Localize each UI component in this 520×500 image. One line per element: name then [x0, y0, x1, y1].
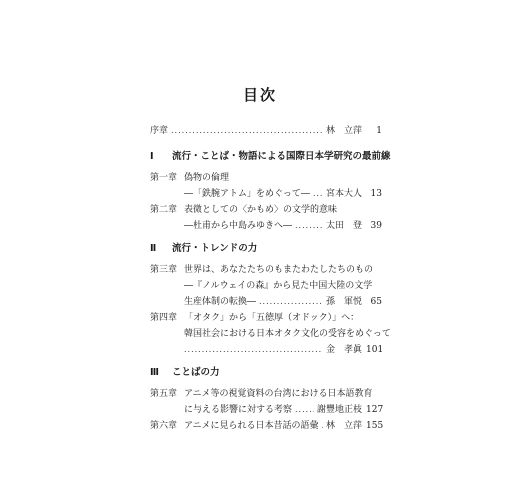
chapter-subtitle-cont: 生産体制の転換― — [184, 297, 257, 307]
part-number: Ⅱ — [150, 243, 157, 254]
toc-entry-ch2-sub[interactable] — [184, 220, 382, 232]
toc-entry-ch4-title[interactable] — [150, 312, 359, 324]
toc-entry-ch6[interactable] — [150, 420, 382, 432]
author: 林 立萍 — [325, 126, 362, 136]
chapter-subtitle: ―杜甫から中島みゆきへ― — [184, 221, 293, 231]
toc-entry-preface[interactable] — [150, 125, 382, 137]
chapter-title: 表微としての〈かもめ〉の文学的意味 — [184, 205, 338, 215]
toc-entry-ch2-title[interactable] — [150, 204, 337, 216]
page-number: 13 — [370, 189, 382, 199]
leader-dots — [313, 188, 323, 200]
part-heading-3 — [150, 367, 390, 379]
toc-entry-ch1-sub[interactable] — [184, 188, 382, 200]
leader-dots — [322, 420, 323, 432]
chapter-label: 第二章 — [150, 205, 178, 215]
chapter-label: 第四章 — [150, 313, 178, 323]
part-title: 流行・ことば・物語による国際日本学研究の最前線 — [172, 151, 391, 162]
chapter-title: 「オタク」から「五徳厚（オドック）」へ： — [184, 313, 360, 323]
toc-entry-ch3-line2 — [184, 280, 372, 292]
toc-entry-ch3-line3[interactable] — [184, 296, 382, 308]
page-title: 目次 — [242, 86, 277, 104]
leader-dots — [295, 404, 314, 416]
page-number: 1 — [376, 126, 382, 136]
chapter-label: 第六章 — [150, 421, 178, 431]
leader-dots — [259, 296, 323, 308]
toc-entry-ch3-title[interactable] — [150, 264, 373, 276]
chapter-subtitle: に与える影響に対する考察 — [184, 405, 293, 415]
page-number: 65 — [370, 297, 382, 307]
chapter-title: アニメに見られる日本昔話の語彙 — [184, 421, 319, 431]
chapter-subtitle: 韓国社会における日本オタク文化の受容をめぐって — [184, 329, 391, 339]
chapter-label: 第三章 — [150, 265, 178, 275]
chapter-title: 偽物の倫理 — [184, 173, 230, 183]
part-heading-1 — [150, 151, 390, 163]
part-heading-2 — [150, 243, 390, 255]
author: 林 立萍 — [325, 421, 362, 431]
page-number: 39 — [370, 221, 382, 231]
toc-entry-ch4-leader[interactable] — [184, 344, 382, 356]
toc-entry-ch1-title[interactable] — [150, 172, 229, 184]
part-title: 流行・トレンドの力 — [172, 243, 258, 254]
leader-dots — [184, 344, 323, 356]
chapter-label: 第一章 — [150, 173, 178, 183]
toc-entry-ch4-line2 — [184, 328, 391, 340]
leader-dots — [171, 125, 323, 137]
page-number: 127 — [366, 405, 384, 415]
author: 宮本大人 — [325, 189, 362, 199]
toc-entry-ch5-title[interactable] — [150, 388, 373, 400]
toc-entry-ch5-line2[interactable] — [184, 404, 382, 416]
chapter-subtitle: ―『ノルウェイの森』から見た中国大陸の文学 — [184, 281, 373, 291]
part-number: Ⅲ — [150, 367, 159, 378]
chapter-label: 第五章 — [150, 389, 178, 399]
part-number: Ⅰ — [150, 151, 154, 162]
chapter-label: 序章 — [150, 126, 169, 136]
chapter-subtitle: ―「鉄腕アトム」をめぐって― — [184, 189, 310, 199]
author: 太田 登 — [325, 221, 362, 231]
chapter-title: 世界は、あなたたちのもまたわたしたちのもの — [184, 265, 374, 275]
leader-dots — [295, 220, 323, 232]
chapter-title: アニメ等の視覚資料の台湾における日本語教育 — [184, 389, 373, 399]
author: 孫 軍悦 — [325, 297, 362, 307]
page-number: 101 — [366, 345, 384, 355]
author: 謝豐地正枝 — [316, 405, 362, 415]
page-number: 155 — [366, 421, 384, 431]
author: 金 孝眞 — [325, 345, 362, 355]
part-title: ことばの力 — [172, 367, 220, 378]
